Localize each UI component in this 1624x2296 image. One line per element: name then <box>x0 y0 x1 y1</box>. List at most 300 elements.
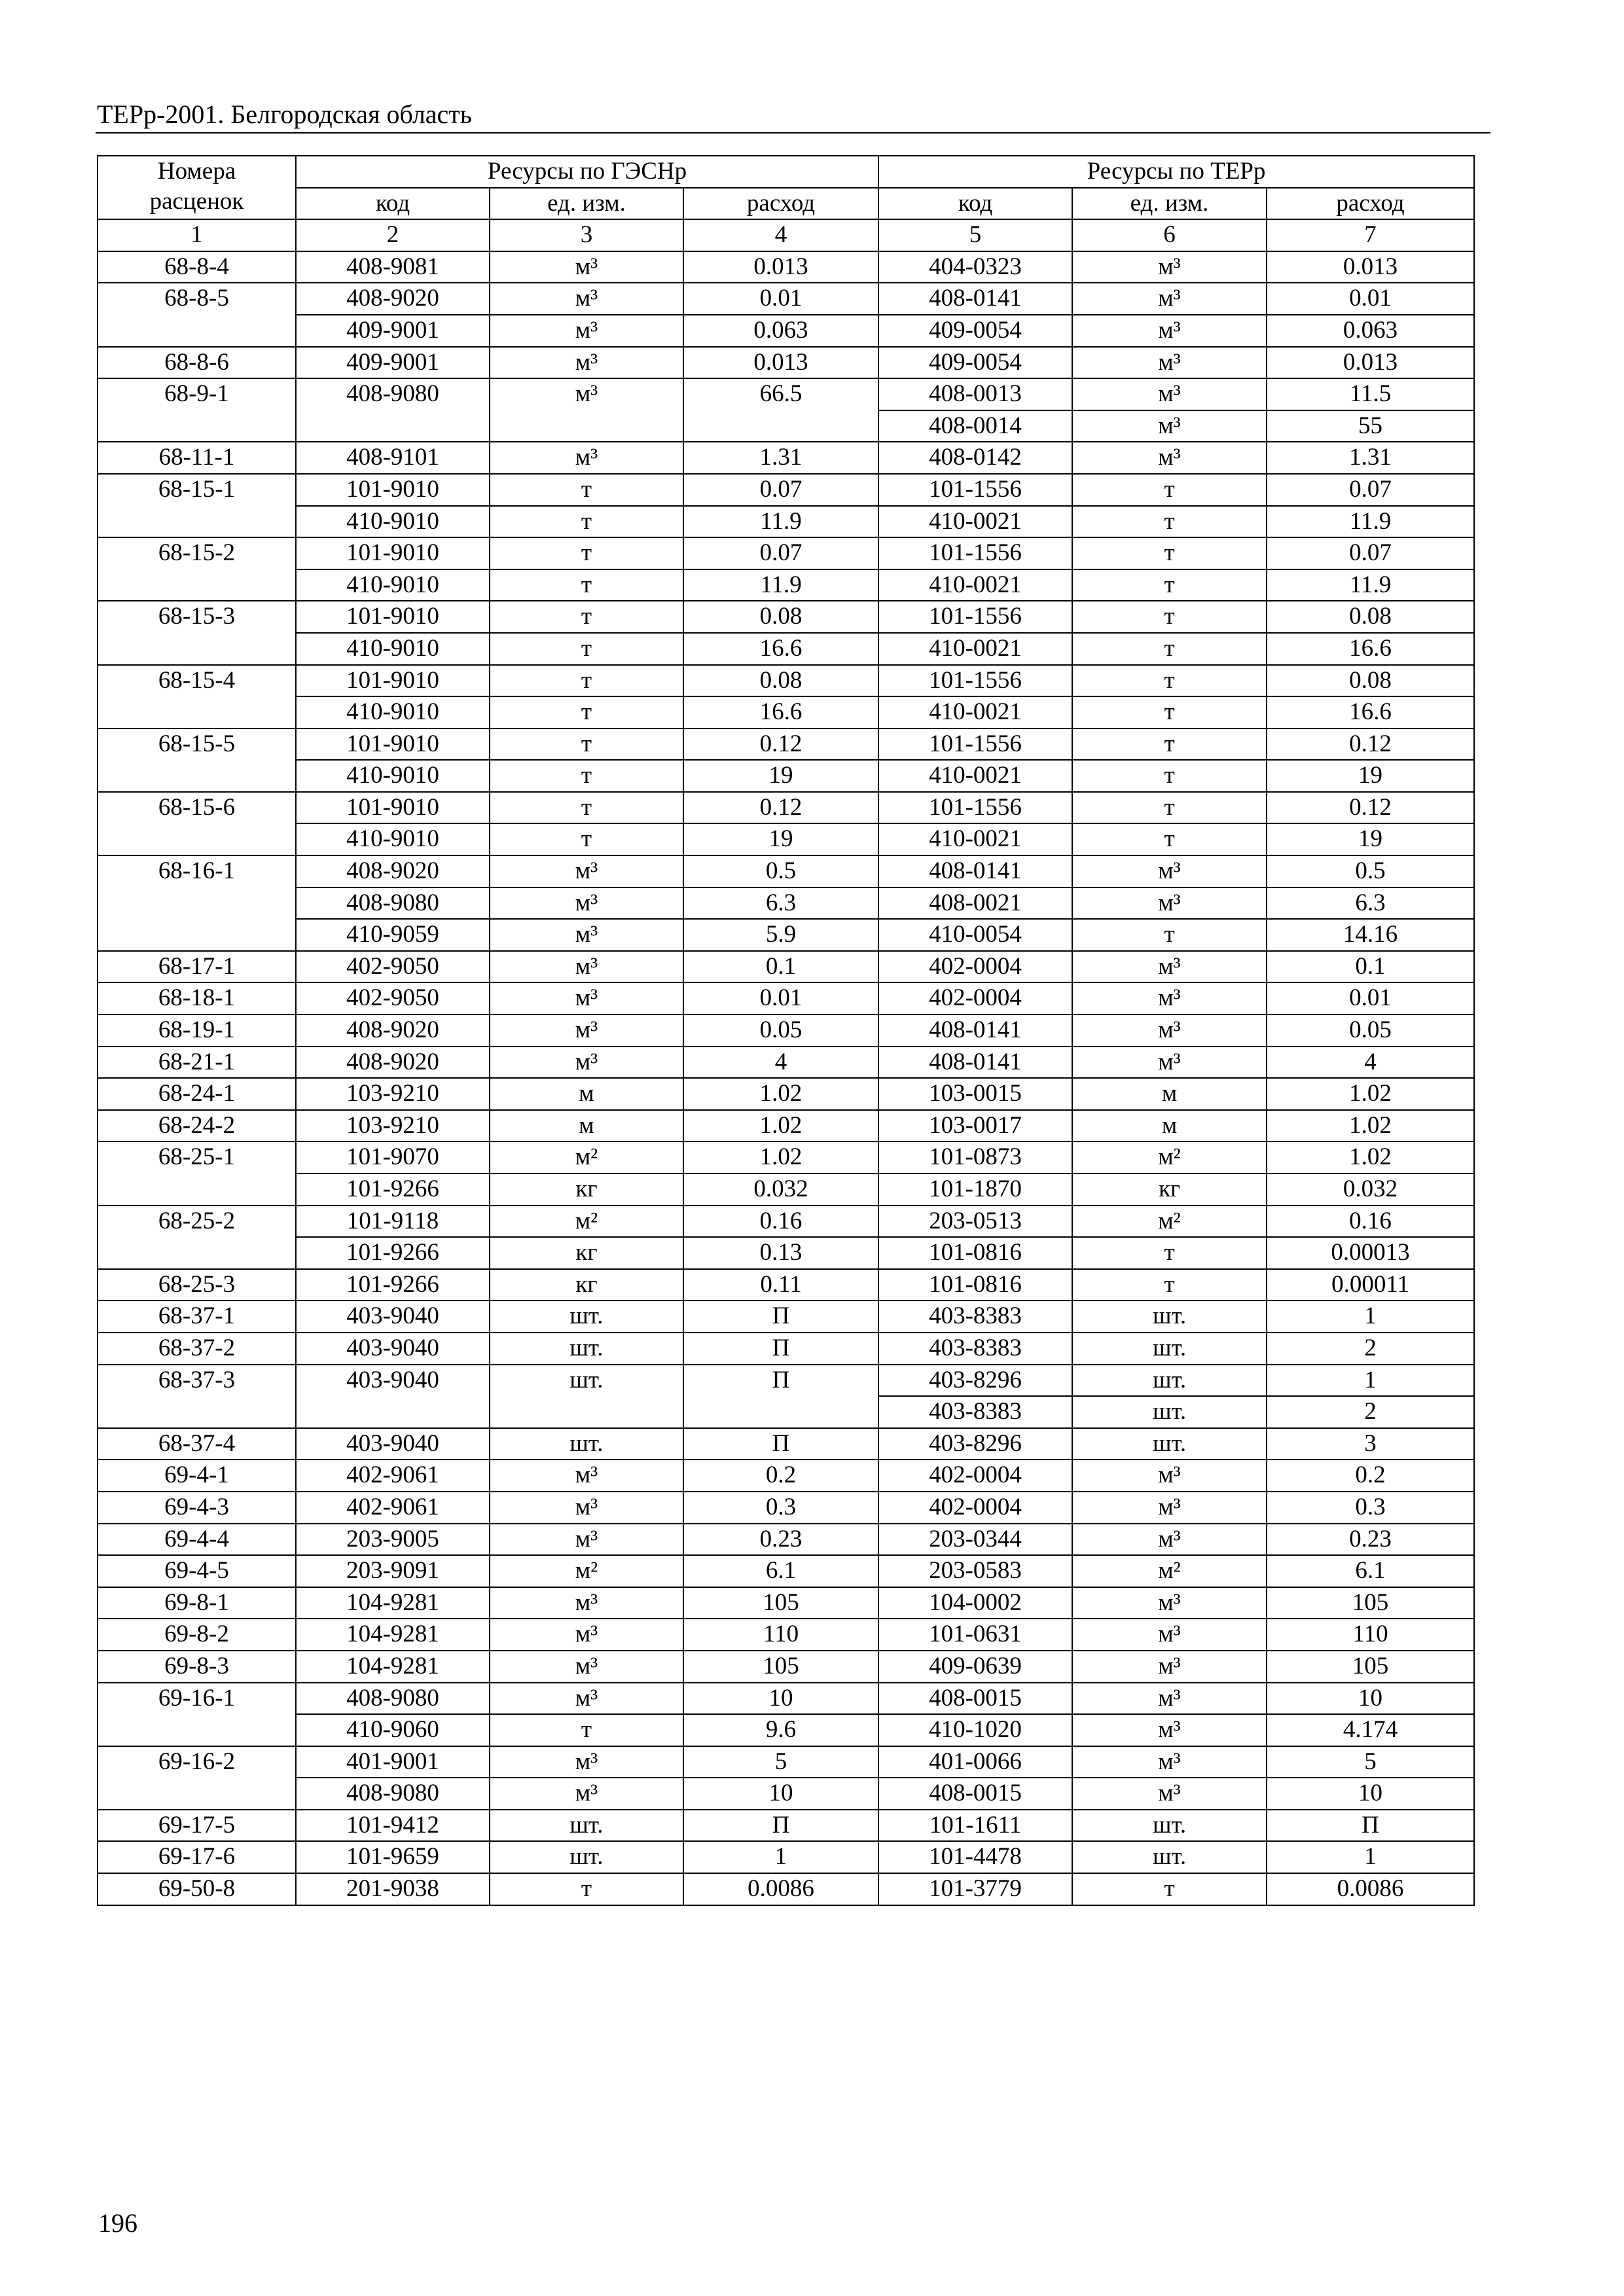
ter-code-cell: 103-0017 <box>878 1110 1072 1142</box>
table-row <box>98 1014 1474 1047</box>
ter-unit-cell: м² <box>1072 1141 1267 1174</box>
ter-unit-cell: м³ <box>1072 1651 1267 1683</box>
gesn-amount-cell: 0.01 <box>683 283 878 315</box>
table-row <box>98 1333 1474 1365</box>
ter-amount-cell: 5 <box>1267 1746 1474 1778</box>
rate-number-cell: 69-8-2 <box>98 1619 296 1651</box>
table-row <box>98 665 1474 697</box>
table-row <box>98 1365 1474 1397</box>
rate-number-cell: 69-4-4 <box>98 1524 296 1556</box>
gesn-amount-cell: 16.6 <box>683 696 878 728</box>
table-row <box>98 982 1474 1014</box>
resources-table <box>97 155 1475 1906</box>
gesn-amount-cell: П <box>683 1333 878 1365</box>
ter-amount-cell: 0.01 <box>1267 982 1474 1014</box>
table-row <box>98 1428 1474 1460</box>
rate-number-cell: 68-11-1 <box>98 442 296 474</box>
gesn-unit-cell: м <box>490 1110 683 1142</box>
gesn-amount-cell: 4 <box>683 1047 878 1079</box>
ter-code-cell: 101-1556 <box>878 474 1072 506</box>
table-head <box>98 156 1474 251</box>
rate-number-cell: 68-25-3 <box>98 1269 296 1301</box>
ter-amount-cell: 2 <box>1267 1333 1474 1365</box>
ter-amount-cell: 0.0086 <box>1267 1873 1474 1905</box>
ter-unit-cell: м² <box>1072 1206 1267 1238</box>
ter-unit-cell: м³ <box>1072 1524 1267 1556</box>
gesn-code-cell: 408-9020 <box>296 1047 490 1079</box>
ter-amount-cell: 11.5 <box>1267 378 1474 410</box>
gesn-amount-cell: П <box>683 1300 878 1333</box>
ter-code-cell: 408-0142 <box>878 442 1072 474</box>
ter-code-cell: 101-0873 <box>878 1141 1072 1174</box>
gesn-amount-cell: 1 <box>683 1841 878 1873</box>
gesn-amount-cell: 5.9 <box>683 919 878 951</box>
ter-unit-cell: шт. <box>1072 1428 1267 1460</box>
ter-unit-cell: м <box>1072 1078 1267 1110</box>
column-number: 6 <box>1072 219 1267 251</box>
gesn-unit-cell: кг <box>490 1174 683 1206</box>
ter-amount-cell: 0.23 <box>1267 1524 1474 1556</box>
rate-numbers-header-line1: Номера <box>157 158 236 185</box>
table-row <box>98 1810 1474 1842</box>
ter-amount-cell: 105 <box>1267 1587 1474 1619</box>
ter-amount-cell: 0.07 <box>1267 537 1474 569</box>
gesn-amount-cell: 66.5 <box>683 378 878 442</box>
ter-code-cell: 408-0013 <box>878 378 1072 410</box>
ter-code-cell: 101-4478 <box>878 1841 1072 1873</box>
ter-unit-cell: кг <box>1072 1174 1267 1206</box>
gesn-code-cell: 410-9010 <box>296 823 490 855</box>
gesn-code-cell: 408-9080 <box>296 888 490 920</box>
ter-amount-cell: 105 <box>1267 1651 1474 1683</box>
table-row <box>98 855 1474 888</box>
gesn-amount-cell: 105 <box>683 1651 878 1683</box>
ter-code-cell: 101-3779 <box>878 1873 1072 1905</box>
ter-code-cell: 403-8296 <box>878 1365 1072 1397</box>
column-number: 3 <box>490 219 683 251</box>
column-number: 1 <box>98 219 296 251</box>
gesn-code-cell: 101-9010 <box>296 665 490 697</box>
table-row <box>98 1174 1474 1206</box>
table-row <box>98 1206 1474 1238</box>
ter-unit-cell: шт. <box>1072 1810 1267 1842</box>
gesn-code-cell: 409-9001 <box>296 347 490 379</box>
rate-numbers-header-line2: расценок <box>149 188 244 215</box>
rate-number-cell: 69-8-1 <box>98 1587 296 1619</box>
table-row <box>98 1619 1474 1651</box>
table-head-row-1 <box>98 156 1474 188</box>
ter-code-cell: 101-1556 <box>878 537 1072 569</box>
table-row <box>98 474 1474 506</box>
ter-code-cell: 101-1556 <box>878 601 1072 633</box>
gesn-code-cell: 410-9059 <box>296 919 490 951</box>
gesn-code-cell: 408-9020 <box>296 283 490 315</box>
ter-amount-cell: 0.05 <box>1267 1014 1474 1047</box>
ter-unit-cell: м³ <box>1072 315 1267 347</box>
ter-code-cell: 409-0639 <box>878 1651 1072 1683</box>
ter-unit-cell: м³ <box>1072 951 1267 983</box>
gesn-code-cell: 410-9010 <box>296 760 490 792</box>
ter-code-cell: 408-0141 <box>878 1014 1072 1047</box>
ter-amount-cell: 0.12 <box>1267 792 1474 824</box>
gesn-code-cell: 101-9010 <box>296 601 490 633</box>
gesn-unit-cell: м³ <box>490 888 683 920</box>
ter-amount-cell: 0.013 <box>1267 251 1474 283</box>
gesn-amount-cell: 0.032 <box>683 1174 878 1206</box>
table-row <box>98 1873 1474 1905</box>
rate-number-cell: 68-24-2 <box>98 1110 296 1142</box>
ter-code-cell: 403-8383 <box>878 1396 1072 1428</box>
table-row <box>98 728 1474 761</box>
gesn-code-cell: 410-9010 <box>296 633 490 665</box>
ter-amount-cell: 0.00013 <box>1267 1237 1474 1269</box>
ter-unit-cell: м³ <box>1072 1047 1267 1079</box>
gesn-unit-cell: м³ <box>490 378 683 442</box>
rate-number-cell: 69-4-3 <box>98 1492 296 1524</box>
table-head-row-2 <box>98 188 1474 220</box>
table-row <box>98 537 1474 569</box>
ter-unit-cell: м³ <box>1072 283 1267 315</box>
gesn-amount-cell: 0.5 <box>683 855 878 888</box>
gesn-amount-cell: 0.3 <box>683 1492 878 1524</box>
gesn-amount-cell: 1.02 <box>683 1110 878 1142</box>
ter-amount-cell: 0.063 <box>1267 315 1474 347</box>
ter-amount-cell: 0.07 <box>1267 474 1474 506</box>
gesn-amount-cell: 1.02 <box>683 1141 878 1174</box>
gesn-code-header: код <box>296 188 490 220</box>
ter-amount-cell: 1.31 <box>1267 442 1474 474</box>
ter-unit-cell: т <box>1072 1873 1267 1905</box>
gesn-amount-cell: 6.3 <box>683 888 878 920</box>
gesn-unit-cell: т <box>490 792 683 824</box>
table-row <box>98 1683 1474 1715</box>
table-row <box>98 1746 1474 1778</box>
rate-number-cell: 68-21-1 <box>98 1047 296 1079</box>
gesn-unit-cell: т <box>490 728 683 761</box>
gesn-unit-cell: т <box>490 1873 683 1905</box>
gesn-code-cell: 101-9010 <box>296 537 490 569</box>
gesn-amount-cell: 0.063 <box>683 315 878 347</box>
ter-code-cell: 101-1556 <box>878 728 1072 761</box>
column-number: 5 <box>878 219 1072 251</box>
table-row <box>98 1587 1474 1619</box>
gesn-unit-cell: т <box>490 823 683 855</box>
ter-code-cell: 410-0054 <box>878 919 1072 951</box>
ter-code-cell: 403-8296 <box>878 1428 1072 1460</box>
rate-number-cell: 69-50-8 <box>98 1873 296 1905</box>
gesn-unit-cell: т <box>490 760 683 792</box>
ter-code-cell: 410-1020 <box>878 1714 1072 1746</box>
ter-amount-cell: 16.6 <box>1267 696 1474 728</box>
ter-unit-cell: м <box>1072 1110 1267 1142</box>
ter-unit-cell: т <box>1072 823 1267 855</box>
rate-number-cell: 69-17-6 <box>98 1841 296 1873</box>
ter-unit-cell: шт. <box>1072 1841 1267 1873</box>
table-row <box>98 823 1474 855</box>
gesn-amount-cell: 0.13 <box>683 1237 878 1269</box>
gesn-code-cell: 101-9266 <box>296 1269 490 1301</box>
ter-unit-cell: т <box>1072 1237 1267 1269</box>
ter-code-cell: 403-8383 <box>878 1333 1072 1365</box>
page-header-title: ТЕРр-2001. Белгородская область <box>97 99 473 129</box>
gesn-amount-cell: 0.16 <box>683 1206 878 1238</box>
gesn-amount-cell: 0.07 <box>683 537 878 569</box>
ter-unit-cell: м³ <box>1072 855 1267 888</box>
ter-unit-cell: т <box>1072 919 1267 951</box>
table-row <box>98 251 1474 283</box>
gesn-code-cell: 203-9091 <box>296 1555 490 1587</box>
gesn-code-cell: 408-9020 <box>296 1014 490 1047</box>
rate-number-cell: 68-8-4 <box>98 251 296 283</box>
ter-unit-cell: м³ <box>1072 378 1267 410</box>
rate-number-cell: 68-37-3 <box>98 1365 296 1428</box>
ter-unit-cell: т <box>1072 792 1267 824</box>
gesn-unit-cell: м² <box>490 1555 683 1587</box>
ter-amount-cell: 55 <box>1267 410 1474 442</box>
table-row <box>98 283 1474 315</box>
gesn-unit-cell: м³ <box>490 315 683 347</box>
ter-amount-cell: 110 <box>1267 1619 1474 1651</box>
rate-numbers-header <box>98 156 296 219</box>
ter-code-cell: 408-0014 <box>878 410 1072 442</box>
ter-unit-cell: т <box>1072 569 1267 601</box>
ter-code-cell: 402-0004 <box>878 982 1072 1014</box>
gesn-group-header: Ресурсы по ГЭСНр <box>296 156 878 188</box>
gesn-unit-cell: м³ <box>490 1492 683 1524</box>
table-row <box>98 442 1474 474</box>
gesn-amount-cell: 10 <box>683 1683 878 1715</box>
gesn-amount-cell: 10 <box>683 1778 878 1810</box>
ter-unit-cell: т <box>1072 760 1267 792</box>
ter-code-cell: 410-0021 <box>878 633 1072 665</box>
table-row <box>98 315 1474 347</box>
gesn-unit-cell: м³ <box>490 1460 683 1492</box>
gesn-amount-cell: 0.01 <box>683 982 878 1014</box>
gesn-amount-cell: 0.07 <box>683 474 878 506</box>
gesn-code-cell: 101-9010 <box>296 728 490 761</box>
table-row <box>98 1778 1474 1810</box>
gesn-code-cell: 403-9040 <box>296 1300 490 1333</box>
gesn-amount-cell: 0.08 <box>683 665 878 697</box>
ter-amount-cell: 1 <box>1267 1300 1474 1333</box>
gesn-code-cell: 408-9080 <box>296 1683 490 1715</box>
gesn-code-cell: 101-9010 <box>296 474 490 506</box>
ter-code-cell: 410-0021 <box>878 569 1072 601</box>
gesn-unit-cell: м³ <box>490 1047 683 1079</box>
rate-number-cell: 68-15-2 <box>98 537 296 601</box>
ter-code-cell: 408-0141 <box>878 283 1072 315</box>
table-row <box>98 569 1474 601</box>
rate-number-cell: 68-16-1 <box>98 855 296 951</box>
gesn-amount-cell: 0.013 <box>683 347 878 379</box>
rate-number-cell: 69-17-5 <box>98 1810 296 1842</box>
table-row <box>98 1110 1474 1142</box>
table-row <box>98 1841 1474 1873</box>
ter-code-cell: 402-0004 <box>878 951 1072 983</box>
rate-number-cell: 69-4-1 <box>98 1460 296 1492</box>
ter-code-cell: 101-1556 <box>878 665 1072 697</box>
column-number-row <box>98 219 1474 251</box>
ter-amount-cell: 0.16 <box>1267 1206 1474 1238</box>
gesn-amount-cell: 19 <box>683 823 878 855</box>
rate-number-cell: 68-15-4 <box>98 665 296 728</box>
table-row <box>98 951 1474 983</box>
rate-number-cell: 69-8-3 <box>98 1651 296 1683</box>
gesn-unit-cell: м <box>490 1078 683 1110</box>
ter-unit-cell: м³ <box>1072 1492 1267 1524</box>
ter-unit-cell: м³ <box>1072 1714 1267 1746</box>
rate-number-cell: 68-15-6 <box>98 792 296 855</box>
gesn-code-cell: 101-9266 <box>296 1237 490 1269</box>
gesn-unit-cell: т <box>490 696 683 728</box>
gesn-amount-cell: 0.05 <box>683 1014 878 1047</box>
gesn-code-cell: 203-9005 <box>296 1524 490 1556</box>
gesn-amount-cell: 19 <box>683 760 878 792</box>
gesn-unit-cell: т <box>490 633 683 665</box>
table-row <box>98 1524 1474 1556</box>
ter-amount-cell: 0.08 <box>1267 665 1474 697</box>
gesn-code-cell: 403-9040 <box>296 1333 490 1365</box>
rate-number-cell: 68-15-5 <box>98 728 296 792</box>
gesn-amount-cell: П <box>683 1365 878 1428</box>
ter-code-cell: 101-1611 <box>878 1810 1072 1842</box>
gesn-code-cell: 104-9281 <box>296 1587 490 1619</box>
ter-code-cell: 101-1870 <box>878 1174 1072 1206</box>
gesn-unit-cell: т <box>490 506 683 538</box>
gesn-unit-cell: м³ <box>490 1619 683 1651</box>
ter-code-cell: 410-0021 <box>878 506 1072 538</box>
ter-amount-cell: 14.16 <box>1267 919 1474 951</box>
gesn-amount-cell: П <box>683 1428 878 1460</box>
table-row <box>98 1237 1474 1269</box>
ter-group-header: Ресурсы по ТЕРр <box>878 156 1474 188</box>
ter-unit-cell: м³ <box>1072 410 1267 442</box>
gesn-unit-cell: т <box>490 474 683 506</box>
ter-unit-cell: м³ <box>1072 251 1267 283</box>
gesn-unit-cell: м³ <box>490 1746 683 1778</box>
rate-number-cell: 68-37-1 <box>98 1300 296 1333</box>
ter-code-cell: 410-0021 <box>878 823 1072 855</box>
ter-code-cell: 410-0021 <box>878 760 1072 792</box>
ter-amount-cell: 0.12 <box>1267 728 1474 761</box>
ter-unit-cell: м³ <box>1072 1460 1267 1492</box>
gesn-code-cell: 402-9061 <box>296 1492 490 1524</box>
gesn-amount-cell: 1.02 <box>683 1078 878 1110</box>
gesn-amount-cell: 0.1 <box>683 951 878 983</box>
gesn-unit-cell: т <box>490 601 683 633</box>
ter-amount-cell: 0.5 <box>1267 855 1474 888</box>
rate-number-cell: 68-15-1 <box>98 474 296 537</box>
ter-unit-cell: шт. <box>1072 1300 1267 1333</box>
ter-code-cell: 402-0004 <box>878 1460 1072 1492</box>
gesn-unit-cell: шт. <box>490 1428 683 1460</box>
gesn-code-cell: 101-9266 <box>296 1174 490 1206</box>
ter-amount-cell: 19 <box>1267 823 1474 855</box>
gesn-unit-cell: м³ <box>490 982 683 1014</box>
table-row <box>98 1492 1474 1524</box>
ter-unit-cell: м³ <box>1072 982 1267 1014</box>
table-row <box>98 919 1474 951</box>
gesn-unit-cell: м³ <box>490 251 683 283</box>
rate-number-cell: 68-8-5 <box>98 283 296 346</box>
ter-unit-cell: м³ <box>1072 1619 1267 1651</box>
ter-unit-cell: т <box>1072 728 1267 761</box>
gesn-code-cell: 410-9010 <box>296 506 490 538</box>
gesn-amount-cell: 5 <box>683 1746 878 1778</box>
rate-number-cell: 68-9-1 <box>98 378 296 442</box>
gesn-code-cell: 408-9020 <box>296 855 490 888</box>
ter-amount-cell: 10 <box>1267 1778 1474 1810</box>
ter-amount-cell: 1 <box>1267 1841 1474 1873</box>
ter-unit-cell: м² <box>1072 1555 1267 1587</box>
table-row <box>98 792 1474 824</box>
ter-code-cell: 408-0141 <box>878 855 1072 888</box>
gesn-amount-header: расход <box>683 188 878 220</box>
gesn-unit-cell: м³ <box>490 1651 683 1683</box>
gesn-unit-cell: м³ <box>490 1778 683 1810</box>
ter-unit-cell: м³ <box>1072 1683 1267 1715</box>
table-row <box>98 506 1474 538</box>
ter-unit-cell: т <box>1072 601 1267 633</box>
gesn-code-cell: 101-9118 <box>296 1206 490 1238</box>
ter-unit-cell: м³ <box>1072 1778 1267 1810</box>
ter-code-cell: 101-0816 <box>878 1237 1072 1269</box>
rate-number-cell: 68-25-2 <box>98 1206 296 1269</box>
rate-number-cell: 68-37-4 <box>98 1428 296 1460</box>
gesn-amount-cell: 0.08 <box>683 601 878 633</box>
gesn-code-cell: 403-9040 <box>296 1365 490 1428</box>
table-row <box>98 696 1474 728</box>
gesn-code-cell: 410-9010 <box>296 569 490 601</box>
gesn-amount-cell: 0.11 <box>683 1269 878 1301</box>
ter-code-cell: 408-0015 <box>878 1778 1072 1810</box>
ter-amount-cell: 1 <box>1267 1365 1474 1397</box>
ter-code-cell: 402-0004 <box>878 1492 1072 1524</box>
gesn-amount-cell: 16.6 <box>683 633 878 665</box>
table-row <box>98 1269 1474 1301</box>
table-row <box>98 1555 1474 1587</box>
header-rule <box>96 132 1490 134</box>
gesn-unit-cell: шт. <box>490 1810 683 1842</box>
ter-code-cell: 409-0054 <box>878 347 1072 379</box>
gesn-amount-cell: 0.23 <box>683 1524 878 1556</box>
gesn-code-cell: 103-9210 <box>296 1110 490 1142</box>
rate-number-cell: 68-15-3 <box>98 601 296 664</box>
ter-code-cell: 203-0583 <box>878 1555 1072 1587</box>
table-row <box>98 378 1474 410</box>
ter-amount-cell: 19 <box>1267 760 1474 792</box>
rate-number-cell: 68-25-1 <box>98 1141 296 1205</box>
rate-number-cell: 68-24-1 <box>98 1078 296 1110</box>
table-row <box>98 1651 1474 1683</box>
gesn-code-cell: 401-9001 <box>296 1746 490 1778</box>
ter-amount-cell: 0.2 <box>1267 1460 1474 1492</box>
gesn-code-cell: 409-9001 <box>296 315 490 347</box>
ter-amount-cell: 0.08 <box>1267 601 1474 633</box>
gesn-unit-cell: м³ <box>490 347 683 379</box>
ter-unit-cell: м³ <box>1072 888 1267 920</box>
ter-code-cell: 403-8383 <box>878 1300 1072 1333</box>
gesn-unit-cell: кг <box>490 1269 683 1301</box>
gesn-code-cell: 410-9060 <box>296 1714 490 1746</box>
table-row <box>98 601 1474 633</box>
ter-amount-cell: 2 <box>1267 1396 1474 1428</box>
gesn-unit-cell: м³ <box>490 1524 683 1556</box>
gesn-amount-cell: 9.6 <box>683 1714 878 1746</box>
ter-unit-cell: м³ <box>1072 1587 1267 1619</box>
ter-code-cell: 101-1556 <box>878 792 1072 824</box>
gesn-code-cell: 201-9038 <box>296 1873 490 1905</box>
